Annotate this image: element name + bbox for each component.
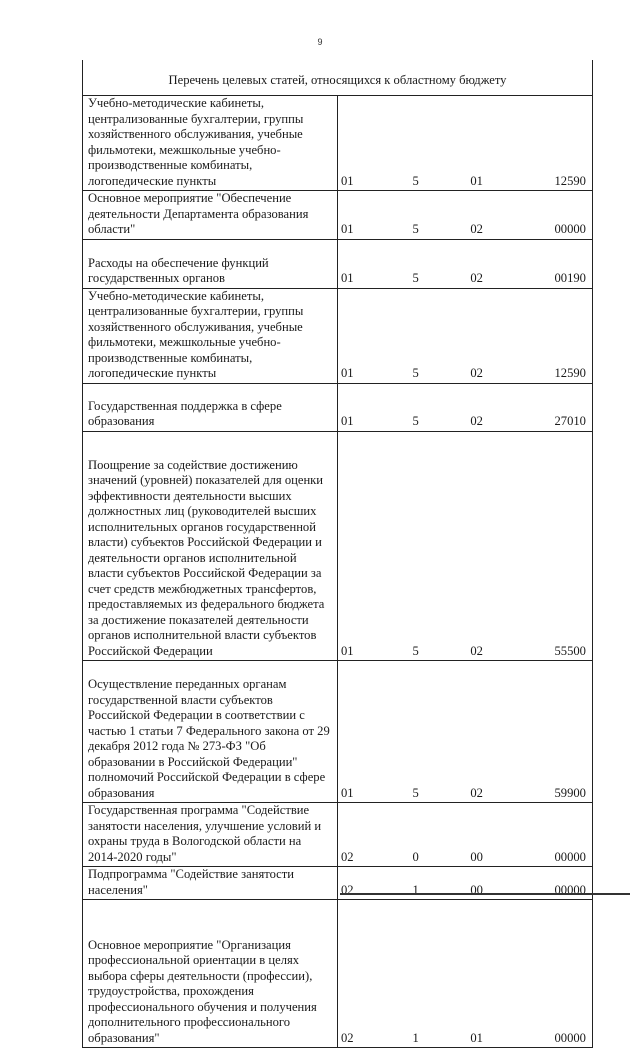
code-part-c4: 00190 (554, 271, 586, 285)
row-code (338, 191, 593, 240)
table-row (83, 803, 593, 867)
code-part-c2: 5 (412, 643, 419, 658)
code-part-c3: 01 (470, 173, 483, 188)
row-name: Государственная программа "Содействие занятости населения, улучшение условий и охраны труда в Вологодской области на 2014-2020 годы" (83, 803, 338, 867)
code-part-c3: 01 (470, 1030, 483, 1045)
row-code (338, 288, 593, 383)
code-part-c4: 00000 (554, 882, 586, 897)
table-row (83, 900, 593, 1048)
row-code (338, 900, 593, 1048)
code-part-c2: 1 (412, 1030, 419, 1045)
code-part-c3: 02 (470, 785, 483, 800)
code-part-c2: 5 (412, 414, 419, 428)
table-row (83, 191, 593, 240)
code-part-c3: 02 (470, 222, 483, 236)
row-name: Основное мероприятие "Обеспечение деятельности Департамента образования области" (83, 191, 338, 240)
code-part-c1: 02 (341, 849, 354, 864)
row-code (338, 383, 593, 431)
code-part-c4: 00000 (554, 1030, 586, 1045)
code-part-c1: 01 (341, 271, 354, 285)
row-code (338, 96, 593, 191)
table-row (83, 239, 593, 288)
code-part-c1: 02 (341, 882, 354, 897)
table-row (83, 661, 593, 803)
code-part-c3: 02 (470, 414, 483, 428)
code-part-c1: 01 (341, 222, 354, 236)
row-name: Учебно-методические кабинеты, централизованные бухгалтерии, группы хозяйственного обслуживания, учебные фильмотеки, межшкольные учебно-производственные комбинаты, логопедические пункты (83, 288, 338, 383)
page-number: 9 (317, 37, 323, 47)
row-code (338, 431, 593, 661)
code-part-c4: 12590 (554, 366, 586, 380)
code-part-c1: 01 (341, 414, 354, 428)
code-part-c4: 55500 (554, 643, 586, 658)
code-part-c3: 02 (470, 271, 483, 285)
code-part-c3: 02 (470, 366, 483, 380)
row-name: Учебно-методические кабинеты, централизованные бухгалтерии, группы хозяйственного обслуживания, учебные фильмотеки, межшкольные учебно-производственные комбинаты, логопедические пункты (83, 96, 338, 191)
code-part-c3: 00 (470, 849, 483, 864)
table-header: Перечень целевых статей, относящихся к областному бюджету (83, 60, 593, 96)
row-name: Расходы на обеспечение функций государственных органов (83, 239, 338, 288)
code-part-c2: 0 (412, 849, 419, 864)
code-part-c4: 27010 (554, 414, 586, 428)
table-header-row (83, 60, 593, 96)
table-row (83, 96, 593, 191)
footer-rule (340, 893, 630, 895)
table-row (83, 431, 593, 661)
row-name: Государственная поддержка в сфере образования (83, 383, 338, 431)
target-articles-table (82, 60, 593, 1048)
code-part-c2: 1 (412, 882, 419, 897)
code-part-c4: 59900 (554, 785, 586, 800)
code-part-c3: 02 (470, 643, 483, 658)
code-part-c2: 5 (412, 222, 419, 236)
row-code (338, 661, 593, 803)
code-part-c1: 01 (341, 173, 354, 188)
code-part-c2: 5 (412, 173, 419, 188)
code-part-c4: 00000 (554, 222, 586, 236)
code-part-c4: 00000 (554, 849, 586, 864)
code-part-c2: 5 (412, 366, 419, 380)
row-name: Осуществление переданных органам государственной власти субъектов Российской Федерации в соответствии с частью 1 статьи 7 Федерального закона от 29 декабря 2012 года № 273-ФЗ "Об образовании в Российской Федерации" полномочий Российской Федерации в сфере образования (83, 661, 338, 803)
code-part-c2: 5 (412, 271, 419, 285)
code-part-c1: 02 (341, 1030, 354, 1045)
row-name: Основное мероприятие "Организация профессиональной ориентации в целях выбора сферы деятельности (профессии), трудоустройства, прохождения профессионального обучения и получения дополнительного профессионального образования" (83, 900, 338, 1048)
table-row (83, 383, 593, 431)
table-row (83, 288, 593, 383)
row-name: Подпрограмма "Содействие занятости населения" (83, 867, 338, 900)
code-part-c1: 01 (341, 785, 354, 800)
code-part-c1: 01 (341, 643, 354, 658)
code-part-c2: 5 (412, 785, 419, 800)
row-code (338, 239, 593, 288)
row-name: Поощрение за содействие достижению значений (уровней) показателей для оценки эффективности деятельности высших должностных лиц (руководителей высших исполнительных органов государственной власти) субъектов Российской Федерации и деятельности органов исполнительной власти субъектов Российской Федерации за счет средств межбюджетных трансфертов, предоставляемых из федерального бюджета за достижение показателей деятельности органов исполнительной власти субъектов Российской Федерации (83, 431, 338, 661)
code-part-c1: 01 (341, 366, 354, 380)
code-part-c4: 12590 (554, 173, 586, 188)
code-part-c3: 00 (470, 882, 483, 897)
row-code (338, 803, 593, 867)
